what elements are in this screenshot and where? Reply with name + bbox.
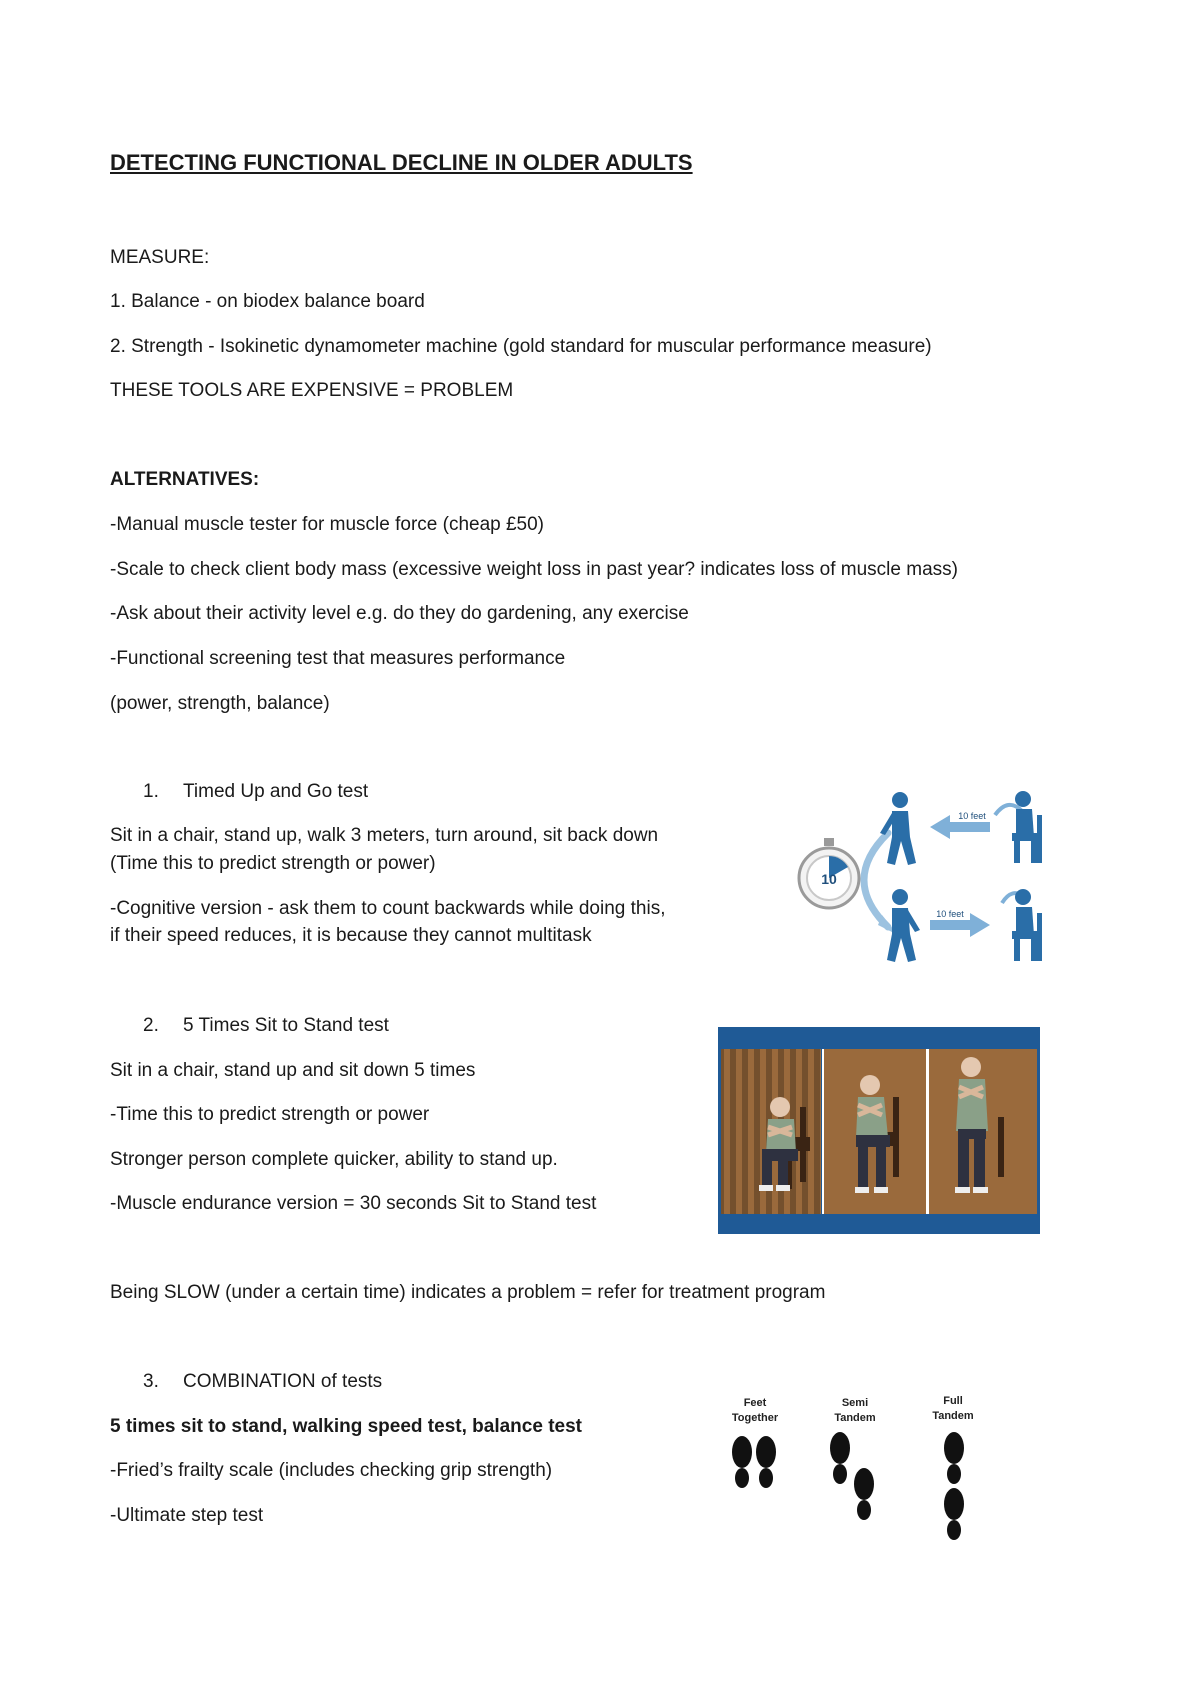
test-number: 2. bbox=[143, 1015, 159, 1036]
timed-up-and-go-figure bbox=[740, 775, 1070, 985]
footprint-icon bbox=[732, 1436, 776, 1488]
slow-note: Being SLOW (under a certain time) indicates a problem = refer for treatment program bbox=[110, 1282, 826, 1303]
test-heading bbox=[143, 778, 368, 806]
test-heading bbox=[143, 1368, 382, 1396]
test-line: Stronger person complete quicker, ability to stand up. bbox=[110, 1149, 558, 1170]
test-line: -Time this to predict strength or power bbox=[110, 1104, 430, 1125]
test-number: 1. bbox=[143, 781, 159, 802]
alternatives-heading: ALTERNATIVES: bbox=[110, 469, 260, 490]
svg-text:10 feet: 10 feet bbox=[958, 811, 986, 821]
test-line: Sit in a chair, stand up, walk 3 meters, turn around, sit back down bbox=[110, 825, 659, 846]
stance-label: Tandem bbox=[834, 1412, 876, 1424]
sit-to-stand-photo bbox=[718, 1027, 1040, 1234]
alternative-item: -Functional screening test that measures performance bbox=[110, 648, 566, 669]
alternative-item: (power, strength, balance) bbox=[110, 693, 330, 714]
test-line: if their speed reduces, it is because they cannot multitask bbox=[110, 925, 592, 946]
measure-item: 1. Balance - on biodex balance board bbox=[110, 291, 425, 312]
test-number: 3. bbox=[143, 1371, 159, 1392]
test-line: -Ultimate step test bbox=[110, 1505, 264, 1526]
test-line: -Fried’s frailty scale (includes checking grip strength) bbox=[110, 1460, 553, 1481]
timer-label: 10 bbox=[821, 871, 837, 887]
stance-label: Feet bbox=[743, 1397, 767, 1409]
alternative-item: -Scale to check client body mass (excessive weight loss in past year? indicates loss of muscle mass) bbox=[110, 559, 958, 580]
footprint-icon bbox=[830, 1432, 874, 1520]
alternative-item: -Ask about their activity level e.g. do they do gardening, any exercise bbox=[110, 603, 689, 624]
measure-heading: MEASURE: bbox=[110, 247, 210, 268]
page-title: DETECTING FUNCTIONAL DECLINE IN OLDER ADULTS bbox=[110, 150, 693, 175]
test-heading bbox=[143, 1012, 389, 1040]
stance-label: Tandem bbox=[932, 1410, 974, 1422]
photo-panel bbox=[721, 1049, 821, 1214]
stance-figure bbox=[720, 1392, 1000, 1557]
photo-panel bbox=[824, 1049, 926, 1214]
stance-label: Semi bbox=[841, 1397, 869, 1409]
test-name: 5 Times Sit to Stand test bbox=[183, 1015, 389, 1036]
test-line: Sit in a chair, stand up and sit down 5 times bbox=[110, 1060, 476, 1081]
stance-label: Together bbox=[731, 1412, 779, 1424]
footprint-icon bbox=[944, 1432, 964, 1540]
test-line: -Cognitive version - ask them to count backwards while doing this, bbox=[110, 898, 666, 919]
measure-item: 2. Strength - Isokinetic dynamometer machine (gold standard for muscular performance measure) bbox=[110, 336, 932, 357]
problem-statement: THESE TOOLS ARE EXPENSIVE = PROBLEM bbox=[110, 380, 514, 401]
svg-text:10 feet: 10 feet bbox=[936, 909, 964, 919]
test-name: COMBINATION of tests bbox=[183, 1371, 383, 1392]
test-line: -Muscle endurance version = 30 seconds Sit to Stand test bbox=[110, 1193, 597, 1214]
stance-label: Full bbox=[943, 1395, 963, 1407]
test-line: (Time this to predict strength or power) bbox=[110, 853, 436, 874]
test-line: 5 times sit to stand, walking speed test, balance test bbox=[110, 1416, 582, 1437]
test-name: Timed Up and Go test bbox=[183, 781, 369, 802]
photo-panel bbox=[929, 1049, 1037, 1214]
alternative-item: -Manual muscle tester for muscle force (cheap £50) bbox=[110, 514, 545, 535]
